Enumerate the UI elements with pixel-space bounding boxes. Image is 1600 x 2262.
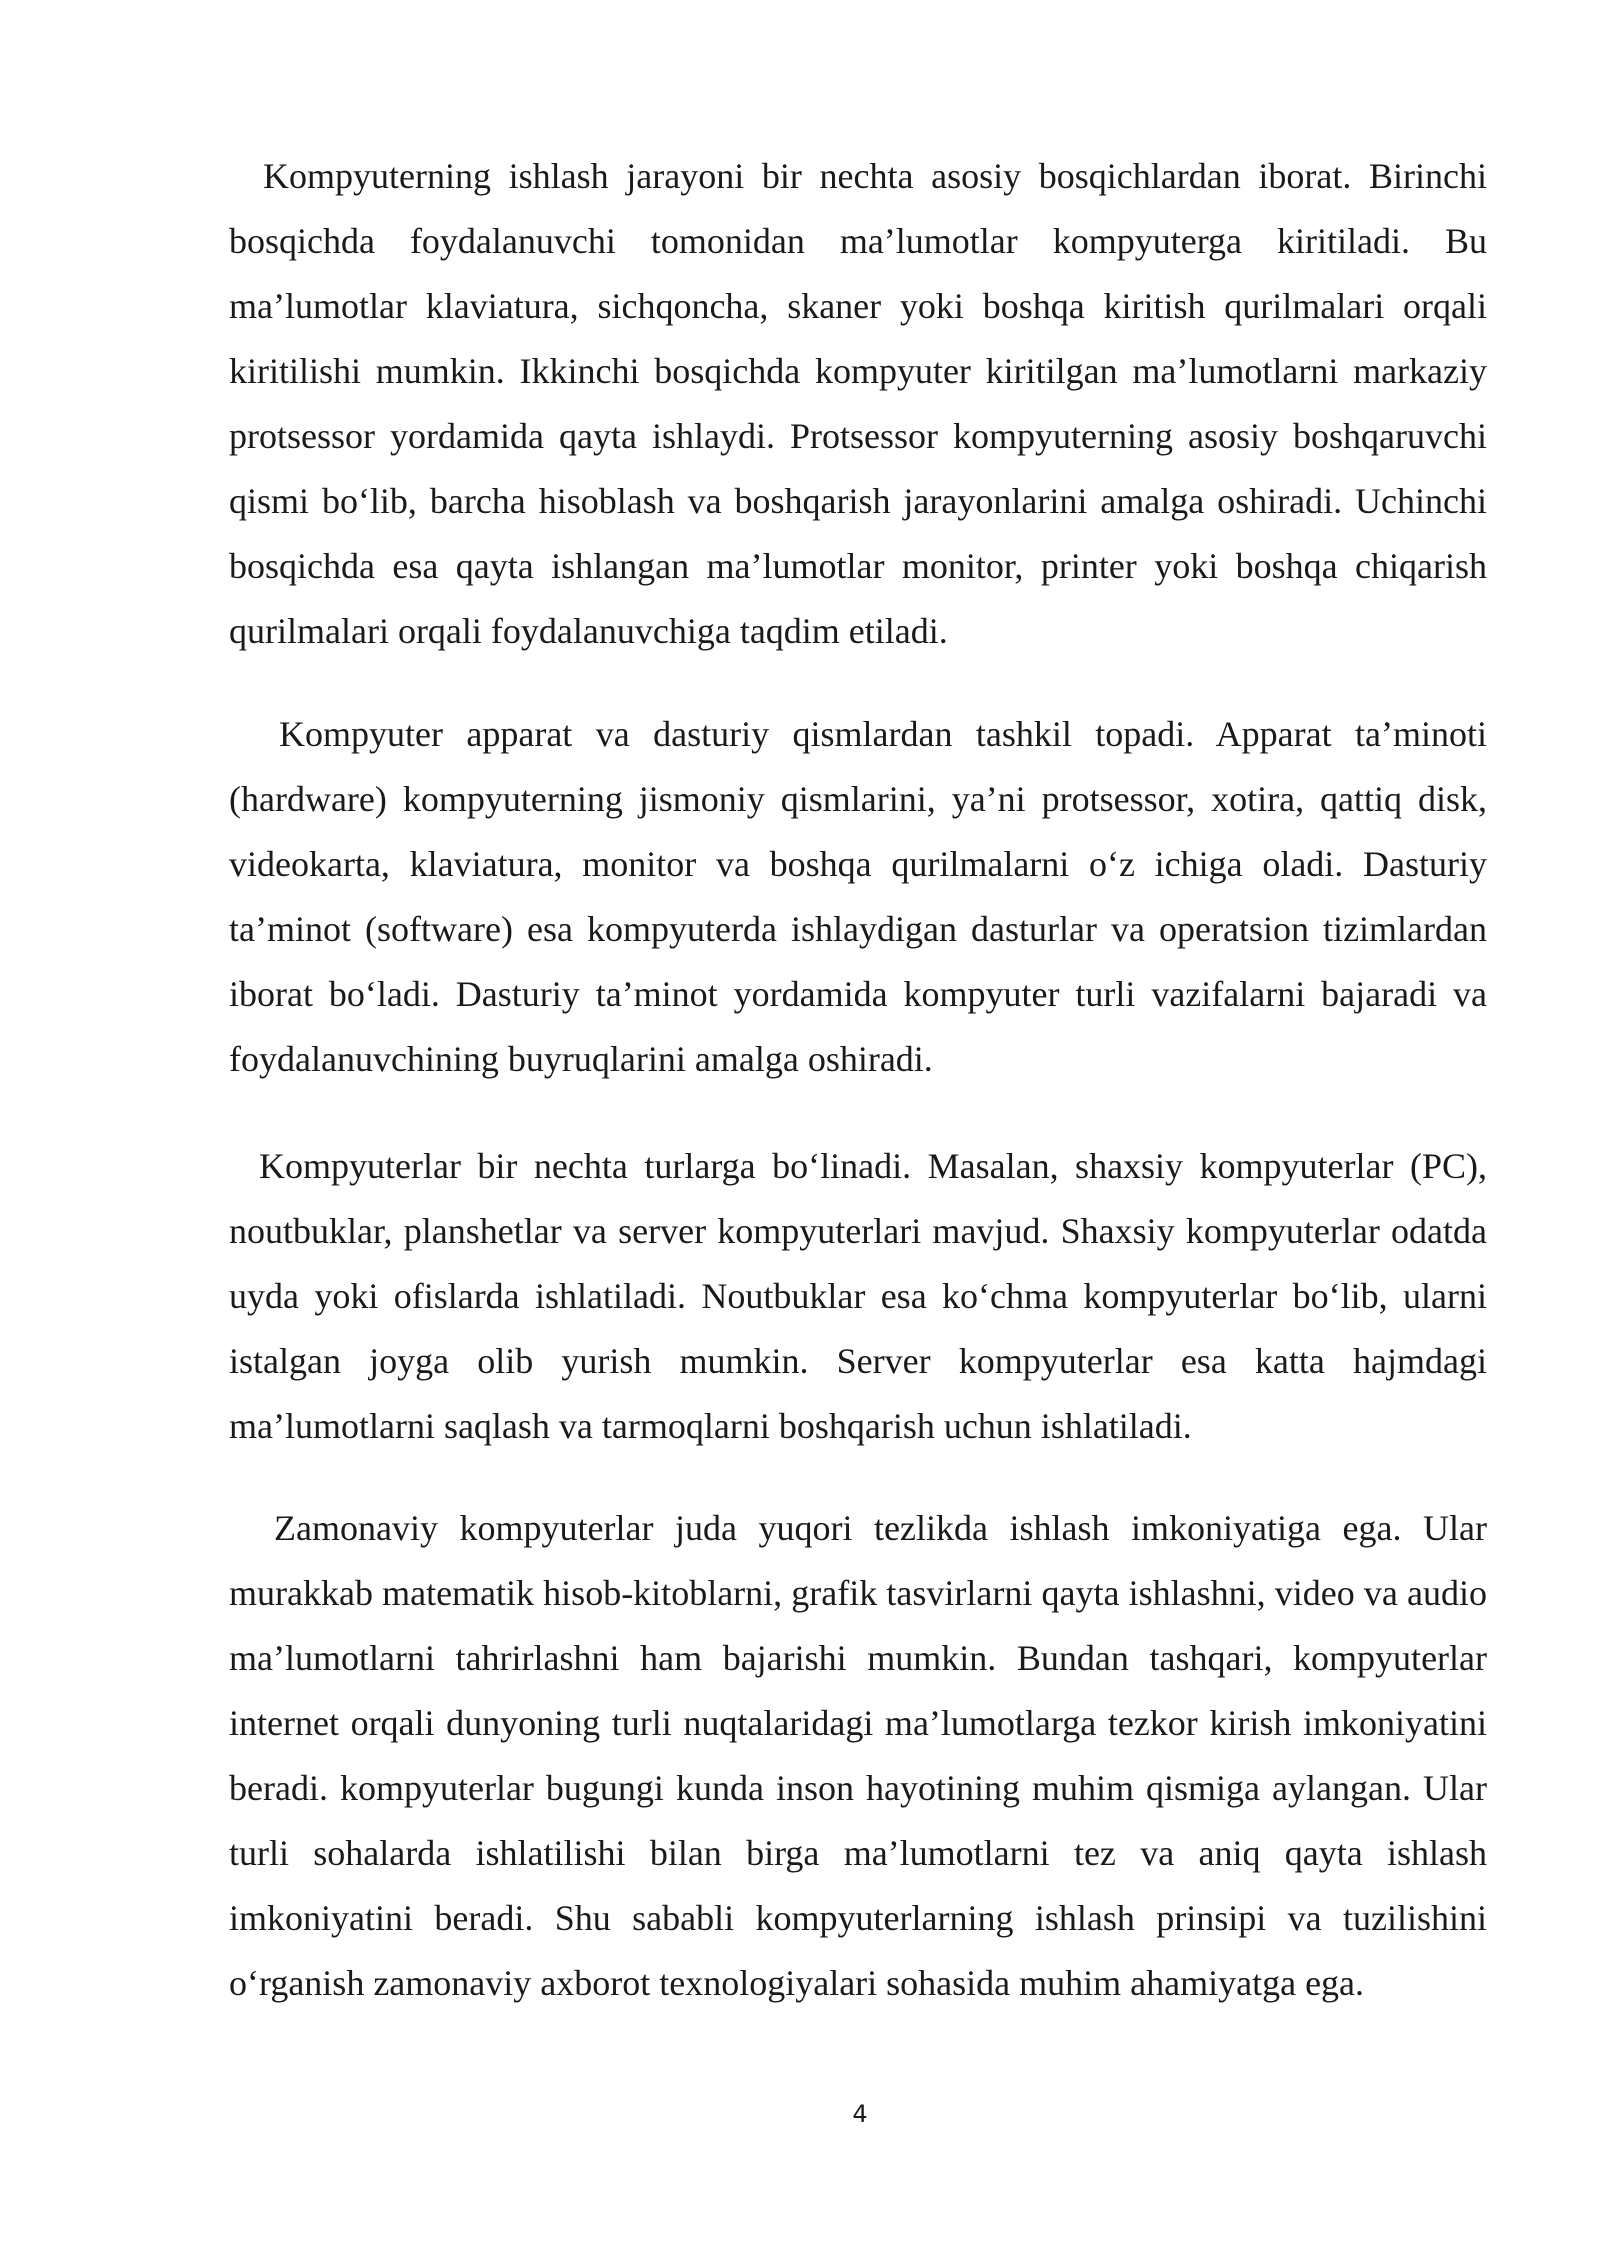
paragraph-4 [229, 1496, 1487, 2016]
paragraph-text: Kompyuterlar bir nechta turlarga bo‘linadi. Masalan, shaxsiy kompyuterlar (PC), noutbuklar, planshetlar va server kompyuterlari mavjud. Shaxsiy kompyuterlar odatda uyda yoki ofislarda ishlatiladi. Noutbuklar esa ko‘chma kompyuterlar bo‘lib, ularni istalgan joyga olib yurish mumkin. Server kompyuterlar esa katta hajmdagi ma’lumotlarni saqlash va tarmoqlarni boshqarish uchun ishlatiladi. [229, 1146, 1487, 1446]
paragraph-text: Kompyuterning ishlash jarayoni bir nechta asosiy bosqichlardan iborat. Birinchi bosqichda foydalanuvchi tomonidan ma’lumotlar kompyuterga kiritiladi. Bu ma’lumotlar klaviatura, sichqoncha, skaner yoki boshqa kiritish qurilmalari orqali kiritilishi mumkin. Ikkinchi bosqichda kompyuter kiritilgan ma’lumotlarni markaziy protsessor yordamida qayta ishlaydi. Protsessor kompyuterning asosiy boshqaruvchi qismi bo‘lib, barcha hisoblash va boshqarish jarayonlarini amalga oshiradi. Uchinchi bosqichda esa qayta ishlangan ma’lumotlar monitor, printer yoki boshqa chiqarish qurilmalari orqali foydalanuvchiga taqdim etiladi. [229, 156, 1487, 651]
paragraph-1 [229, 144, 1487, 664]
paragraph-2 [229, 702, 1487, 1092]
paragraph-text: Kompyuter apparat va dasturiy qismlardan tashkil topadi. Apparat ta’minoti (hardware) kompyuterning jismoniy qismlarini, ya’ni protsessor, xotira, qattiq disk, videokarta, klaviatura, monitor va boshqa qurilmalarni o‘z ichiga oladi. Dasturiy ta’minot (software) esa kompyuterda ishlaydigan dasturlar va operatsion tizimlardan iborat bo‘ladi. Dasturiy ta’minot yordamida kompyuter turli vazifalarni bajaradi va foydalanuvchining buyruqlarini amalga oshiradi. [229, 714, 1487, 1079]
paragraph-3 [229, 1134, 1487, 1459]
page-number: 4 [852, 2100, 868, 2128]
paragraph-text: Zamonaviy kompyuterlar juda yuqori tezlikda ishlash imkoniyatiga ega. Ular murakkab matematik hisob-kitoblarni, grafik tasvirlarni qayta ishlashni, video va audio ma’lumotlarni tahrirlashni ham bajarishi mumkin. Bundan tashqari, kompyuterlar internet orqali dunyoning turli nuqtalaridagi ma’lumotlarga tezkor kirish imkoniyatini beradi. kompyuterlar bugungi kunda inson hayotining muhim qismiga aylangan. Ular turli sohalarda ishlatilishi bilan birga ma’lumotlarni tez va aniq qayta ishlash imkoniyatini beradi. Shu sababli kompyuterlarning ishlash prinsipi va tuzilishini o‘rganish zamonaviy axborot texnologiyalari sohasida muhim ahamiyatga ega. [229, 1508, 1487, 2003]
